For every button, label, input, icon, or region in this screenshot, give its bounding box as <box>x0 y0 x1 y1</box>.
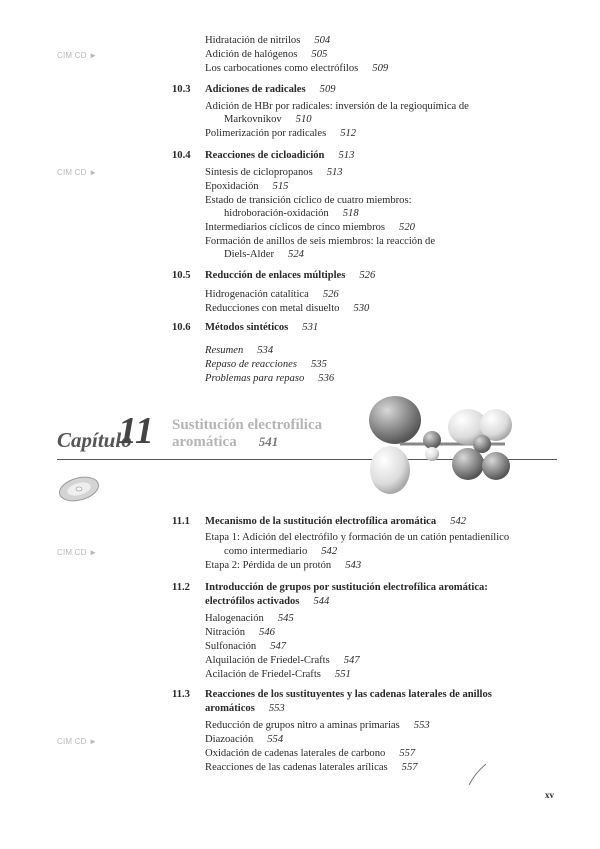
chapter-number: 11 <box>118 410 154 452</box>
toc-entry: hidroboración-oxidación 518 <box>224 208 359 219</box>
toc-entry: Hidrogenación catalítica 526 <box>205 289 339 300</box>
toc-entry: Intermediarios cíclicos de cinco miembros 520 <box>205 222 415 233</box>
section-title: Reacciones de cicloadición 513 <box>205 150 355 161</box>
section-title: Reducción de enlaces múltiples 526 <box>205 270 376 281</box>
cim-cd-marker: CIM CD ► <box>57 168 98 177</box>
toc-entry: Etapa 1: Adición del electrófilo y formación de un catión pentadienílico <box>205 532 510 543</box>
section-number: 10.6 <box>172 322 191 333</box>
cim-cd-marker: CIM CD ► <box>57 737 98 746</box>
section-title: Reacciones de los sustituyentes y las cadenas laterales de anillos <box>205 689 492 700</box>
toc-entry: Etapa 2: Pérdida de un protón 543 <box>205 560 362 571</box>
toc-entry: Repaso de reacciones 535 <box>205 359 327 370</box>
toc-entry: Adición de HBr por radicales: inversión de la regioquímica de <box>205 101 469 112</box>
toc-entry: Síntesis de ciclopropanos 513 <box>205 167 343 178</box>
section-number: 11.1 <box>172 516 190 527</box>
toc-entry: Markovnikov 510 <box>224 114 312 125</box>
section-number: 11.3 <box>172 689 190 700</box>
toc-entry: Polimerización por radicales 512 <box>205 128 357 139</box>
toc-entry: Oxidación de cadenas laterales de carbono 557 <box>205 748 416 759</box>
toc-entry: Reducción de grupos nitro a aminas primarias 553 <box>205 720 430 731</box>
chapter-title-line2: aromática 541 <box>172 434 279 450</box>
toc-entry: Reducciones con metal disuelto 530 <box>205 303 370 314</box>
section-number: 10.3 <box>172 84 191 95</box>
molecular-orbital-illustration <box>360 392 520 500</box>
chapter-label: Capítulo <box>57 428 132 452</box>
section-title: aromáticos 553 <box>205 703 285 714</box>
toc-entry: Hidratación de nitrilos 504 <box>205 35 331 46</box>
toc-entry: Diazoación 554 <box>205 734 284 745</box>
toc-entry: Estado de transición cíclico de cuatro miembros: <box>205 195 412 206</box>
toc-entry: Los carbocationes como electrófilos 509 <box>205 63 389 74</box>
cd-icon <box>57 474 101 504</box>
section-title: Mecanismo de la sustitución electrofílica aromática 542 <box>205 516 467 527</box>
toc-entry: Acilación de Friedel-Crafts 551 <box>205 669 351 680</box>
toc-entry: Diels-Alder 524 <box>224 249 304 260</box>
page-number: xv <box>545 790 554 800</box>
toc-entry: Reacciones de las cadenas laterales arílicas 557 <box>205 762 418 773</box>
toc-entry: Sulfonación 547 <box>205 641 287 652</box>
toc-entry: Problemas para repaso 536 <box>205 373 335 384</box>
toc-entry: Nitración 546 <box>205 627 275 638</box>
section-number: 11.2 <box>172 582 190 593</box>
section-number: 10.4 <box>172 150 191 161</box>
section-title: Adiciones de radicales 509 <box>205 84 336 95</box>
section-number: 10.5 <box>172 270 191 281</box>
cim-cd-marker: CIM CD ► <box>57 51 98 60</box>
toc-entry: Adición de halógenos 505 <box>205 49 328 60</box>
cim-cd-marker: CIM CD ► <box>57 548 98 557</box>
section-title: electrófilos activados 544 <box>205 596 330 607</box>
section-title: Métodos sintéticos 531 <box>205 322 319 333</box>
toc-entry: Halogenación 545 <box>205 613 294 624</box>
toc-entry: Alquilación de Friedel-Crafts 547 <box>205 655 360 666</box>
chapter-title-line1: Sustitución electrofílica <box>172 417 323 433</box>
toc-entry: Resumen 534 <box>205 345 274 356</box>
section-title: Introducción de grupos por sustitución electrofílica aromática: <box>205 582 488 593</box>
toc-entry: Epoxidación 515 <box>205 181 289 192</box>
toc-entry: como intermediario 542 <box>224 546 338 557</box>
toc-entry: Formación de anillos de seis miembros: la reacción de <box>205 236 436 247</box>
pen-mark <box>466 763 488 787</box>
